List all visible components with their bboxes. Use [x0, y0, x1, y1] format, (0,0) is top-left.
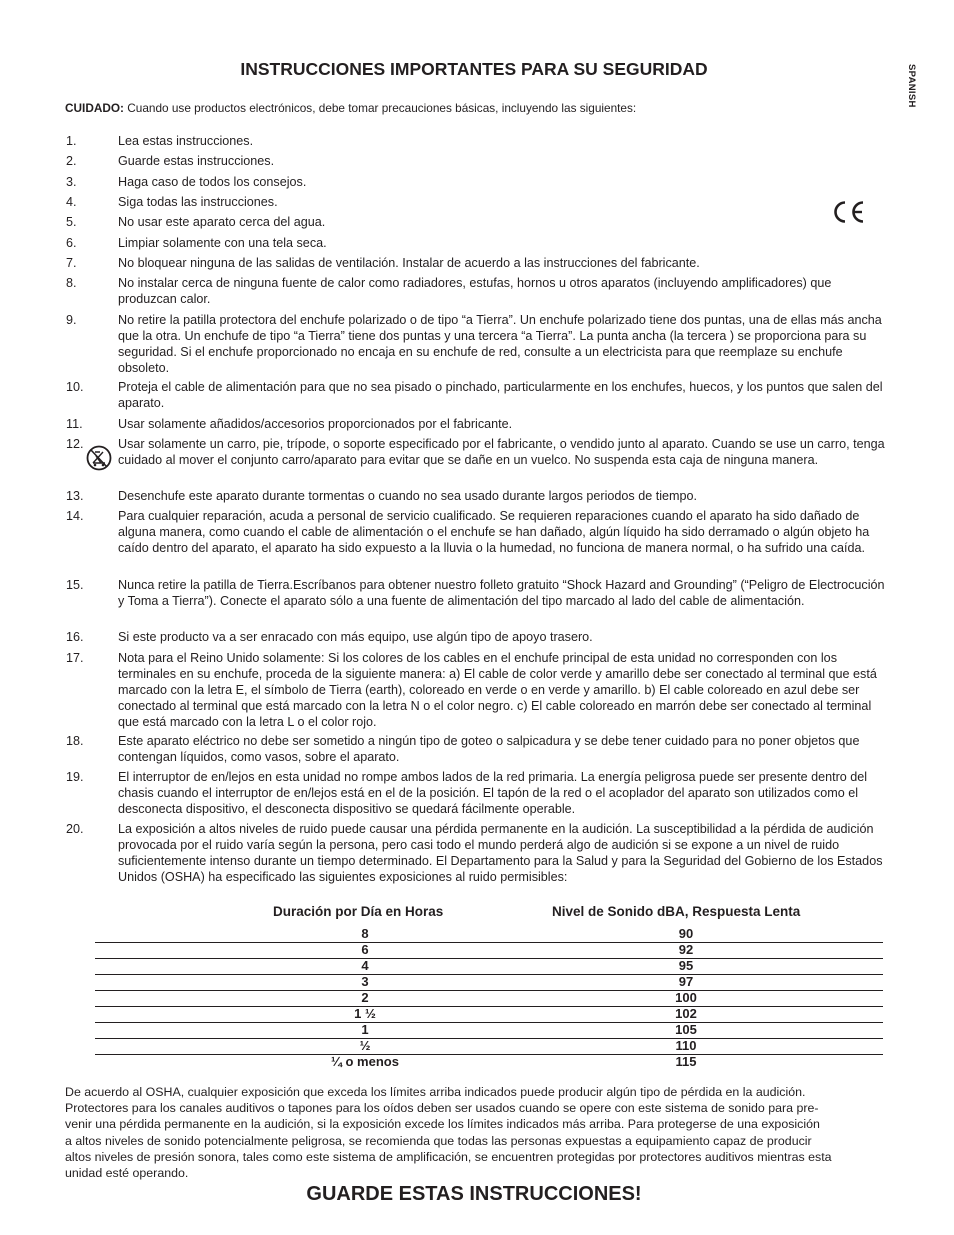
- item-text: Nota para el Reino Unido solamente: Si los colores de los cables en el enchufe principal de esta unidad no corresponden con los terminales en su enchufe, proceda de la siguiente manera: a) El cable de color verde y amarillo debe ser conectado al terminal que está marcado con la letra E, el símbolo de Tierra (earth), coloreado en verde o en verde y amarillo. b) El cable coloreado en azul debe ser conectado al terminal que está marcado con la letra N o el color negro. c) El cable coloreado en marrón debe ser conectado al terminal que está marcado con la letra L o el color rojo.: [118, 651, 877, 730]
- dba-cell: 95: [678, 958, 694, 973]
- item-text: Desenchufe este aparato durante tormentas o cuando no sea usado durante largos periodos de tiempo.: [118, 489, 697, 503]
- item-number: 8.: [66, 276, 77, 290]
- item-number: 10.: [66, 380, 84, 394]
- list-item: [66, 275, 886, 307]
- item-number: 1.: [66, 134, 77, 148]
- item-number: 9.: [66, 313, 77, 327]
- list-item: [66, 214, 886, 230]
- table-header-duration: Duración por Día en Horas: [273, 904, 444, 919]
- list-item: [66, 133, 886, 149]
- hours-cell: 4: [361, 958, 369, 973]
- list-item: [66, 629, 886, 645]
- language-tab: SPANISH: [906, 64, 917, 108]
- item-number: 3.: [66, 175, 77, 189]
- item-text: Proteja el cable de alimentación para que no sea pisado o pinchado, particularmente en los enchufes, huecos, y los puntos que salen del aparato.: [118, 380, 883, 411]
- dba-cell: 105: [675, 1022, 697, 1037]
- hours-cell: ¼ o menos: [331, 1054, 399, 1069]
- item-text: No bloquear ninguna de las salidas de ventilación. Instalar de acuerdo a las instrucciones del fabricante.: [118, 256, 700, 270]
- item-text: No usar este aparato cerca del agua.: [118, 215, 326, 229]
- hours-cell: 6: [361, 942, 369, 957]
- dba-cell: 92: [678, 942, 694, 957]
- list-item: [66, 733, 886, 765]
- caution-label: CUIDADO:: [65, 101, 124, 115]
- list-item: [66, 436, 886, 468]
- item-number: 11.: [66, 417, 83, 431]
- item-text: Siga todas las instrucciones.: [118, 195, 278, 209]
- table-row: [95, 990, 883, 1007]
- dba-cell: 110: [675, 1038, 697, 1053]
- paragraph-line: Protectores para los canales auditivos o tapones para los oídos deben ser usados cuando se opere con este sistema de sonido para pre-: [65, 1101, 819, 1116]
- item-number: 4.: [66, 195, 77, 209]
- list-item: [66, 650, 886, 730]
- paragraph-line: altos niveles de presión sonora, tales como este sistema de amplificación, se encuentren protegidas por protectores auditivos mientras esta: [65, 1149, 832, 1164]
- table-row: [95, 1038, 883, 1055]
- hours-cell: 1: [361, 1022, 369, 1037]
- table-row: [95, 1022, 883, 1039]
- item-number: 12.: [66, 437, 84, 451]
- list-item: [66, 488, 886, 504]
- item-text: Si este producto va a ser enracado con más equipo, use algún tipo de apoyo trasero.: [118, 630, 593, 644]
- list-item: [66, 255, 886, 271]
- item-number: 19.: [66, 770, 84, 784]
- item-text: Para cualquier reparación, acuda a personal de servicio cualificado. Se requieren reparaciones cuando el aparato ha sido dañado de alguna manera, como cuando el cable de alimentación o el enchufe se han dañado, algún líquido ha sido derramado o algún objeto ha caído dentro del aparato, el aparato ha sido expuesto a la lluvia o la humedad, no funciona de manera normal, o ha sufrido una caída.: [118, 509, 870, 556]
- item-number: 5.: [66, 215, 77, 229]
- list-item: [66, 312, 886, 376]
- page-title: INSTRUCCIONES IMPORTANTES PARA SU SEGURIDAD: [240, 59, 708, 79]
- item-number: 17.: [66, 651, 84, 665]
- table-row: [95, 958, 883, 975]
- list-item: [66, 194, 886, 210]
- osha-paragraph: [65, 1084, 885, 1181]
- item-number: 14.: [66, 509, 84, 523]
- paragraph-line: De acuerdo al OSHA, cualquier exposición que exceda los límites arriba indicados puede producir algún tipo de pérdida en la audición.: [65, 1085, 806, 1099]
- paragraph-line: unidad esté operando.: [65, 1166, 189, 1181]
- cart-tip-over-warning-icon: [86, 444, 112, 472]
- table-header-sound-level: Nivel de Sonido dBA, Respuesta Lenta: [552, 904, 801, 919]
- table-row: [95, 974, 883, 991]
- footer-title: GUARDE ESTAS INSTRUCCIONES!: [306, 1183, 642, 1205]
- item-number: 20.: [66, 822, 84, 836]
- list-item: [66, 821, 886, 885]
- dba-cell: 115: [675, 1054, 697, 1069]
- hours-cell: 3: [361, 974, 369, 989]
- item-text: Haga caso de todos los consejos.: [118, 175, 307, 189]
- list-item: [66, 508, 886, 556]
- caution-text: Cuando use productos electrónicos, debe tomar precauciones básicas, incluyendo las siguientes:: [127, 101, 637, 115]
- item-text: No retire la patilla protectora del enchufe polarizado o de tipo “a Tierra”. Un enchufe polarizado tiene dos puntas, una de ellas más ancha que la otra. Un enchufe de tipo “a Tierra” tiene dos puntas y una tercera “a Tierra”. La punta ancha (la tercera ) se proporciona para su seguridad. Si el enchufe proporcionado no encaja en su enchufe de red, consulte a un electricista para que reemplaze su enchufe obsoleto.: [118, 313, 882, 376]
- item-number: 6.: [66, 236, 77, 250]
- list-item: [66, 769, 886, 817]
- paragraph-line: a altos niveles de sonido potencialmente peligrosa, se recomienda que todas las personas expuestas a equipamiento capaz de producir: [65, 1133, 812, 1148]
- item-text: Nunca retire la patilla de Tierra.Escríbanos para obtener nuestro folleto gratuito “Shock Hazard and Grounding” (“Peligro de Electrocución y Toma a Tierra”). Conecte el aparato sólo a una fuente de alimentación del tipo marcado al lado del cable de alimentación.: [118, 578, 885, 609]
- item-text: Lea estas instrucciones.: [118, 134, 254, 148]
- item-text: Limpiar solamente con una tela seca.: [118, 236, 327, 250]
- dba-cell: 97: [678, 974, 694, 989]
- dba-cell: 100: [675, 990, 697, 1005]
- item-text: La exposición a altos niveles de ruido puede causar una pérdida permanente en la audición. La susceptibilidad a la pérdida de audición provocada por el ruido varía según la persona, pero casi todo el mundo perderá algo de audición si se expone a un nivel de ruido suficientemente intenso durante un tiempo determinado. El Departamento para la Salud y para la Seguridad del Gobierno de los Estados Unidos (OSHA) ha especificado las siguientes exposiciones al ruido permisibles:: [118, 822, 883, 885]
- dba-cell: 102: [675, 1006, 697, 1021]
- item-text: Usar solamente un carro, pie, trípode, o soporte especificado por el fabricante, o vendido junto al aparato. Cuando se use un carro, tenga cuidado al mover el conjunto carro/aparato para evitar que se dañe en un vuelco. No suspenda esta caja de ninguna manera.: [118, 437, 885, 468]
- hours-cell: 8: [361, 926, 369, 941]
- hours-cell: 1 ½: [354, 1006, 376, 1021]
- item-number: 13.: [66, 489, 84, 503]
- list-item: [66, 416, 886, 432]
- item-text: Guarde estas instrucciones.: [118, 154, 275, 168]
- item-text: El interruptor de en/lejos en esta unidad no rompe ambos lados de la red primaria. La energía peligrosa puede ser presente dentro del chasis cuando el interruptor de en/lejos está en el de la posición. El tapón de la red o el acoplador del aparato son utilizados como el desconecta dispositivo, el desconecta dispositivo se quedará fácilmente operable.: [118, 770, 868, 817]
- item-text: No instalar cerca de ninguna fuente de calor como radiadores, estufas, hornos u otros aparatos (incluyendo amplificadores) que produzcan calor.: [118, 276, 832, 307]
- paragraph-line: venir una pérdida permanente en la audición, si la exposición excede los límites indicados más arriba. Para protegerse de una exposición: [65, 1117, 820, 1132]
- item-number: 7.: [66, 256, 77, 270]
- table-row: [95, 1054, 883, 1070]
- item-number: 16.: [66, 630, 84, 644]
- hours-cell: ½: [359, 1038, 371, 1053]
- list-item: [66, 235, 886, 251]
- item-text: Usar solamente añadidos/accesorios proporcionados por el fabricante.: [118, 417, 513, 431]
- item-number: 2.: [66, 154, 77, 168]
- table-row: [95, 926, 883, 943]
- list-item: [66, 174, 886, 190]
- item-number: 15.: [66, 578, 84, 592]
- list-item: [66, 577, 886, 609]
- list-item: [66, 379, 886, 411]
- table-row: [95, 942, 883, 959]
- hours-cell: 2: [361, 990, 369, 1005]
- item-number: 18.: [66, 734, 84, 748]
- dba-cell: 90: [678, 926, 694, 941]
- caution-note: [65, 101, 636, 115]
- table-row: [95, 1006, 883, 1023]
- list-item: [66, 153, 886, 169]
- item-text: Este aparato eléctrico no debe ser sometido a ningún tipo de goteo o salpicadura y se debe tener cuidado para no poner objetos que contengan líquidos, como vasos, sobre el aparato.: [118, 734, 860, 765]
